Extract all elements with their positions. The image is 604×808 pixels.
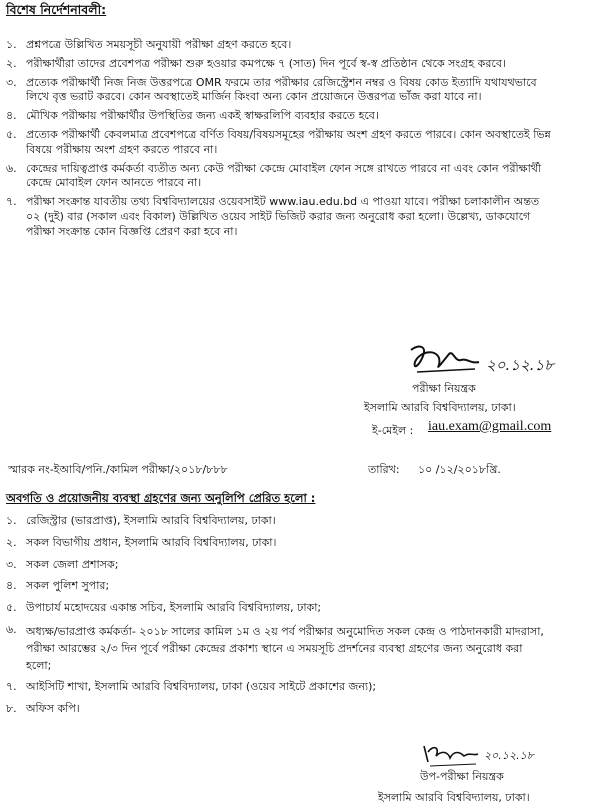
item-number: ৪. (6, 579, 17, 593)
list-item (6, 702, 602, 717)
item-line: পরীক্ষা সংক্রান্ত যাবতীয় তথ্য বিশ্ববিদ্যালয়ের ওয়েবসাইট www.iau.edu.bd এ পাওয়া যাবে। পরীক্ষা চলাকালীন অন্তত (26, 195, 540, 209)
item-number: ২. (6, 535, 17, 549)
item-line: উপাচার্য মহোদয়ের একান্ত সচিব, ইসলামি আরবি বিশ্ববিদ্যালয়, ঢাকা; (26, 601, 322, 615)
item-line: রেজিস্ট্রার (ভারপ্রাপ্ত), ইসলামি আরবি বিশ্ববিদ্যালয়, ঢাকা। (26, 514, 276, 527)
list-item (6, 514, 602, 529)
item-number: ৮. (6, 701, 17, 715)
item-line: সকল জেলা প্রশাসক; (26, 557, 119, 571)
item-number: ১. (6, 514, 17, 527)
email-address: iau.exam@gmail.com (428, 419, 552, 434)
controller-title: পরীক্ষা নিয়ন্ত্রক (412, 382, 476, 395)
item-number: ২. (6, 56, 17, 70)
controller-signature-date: ২০.১২.১৮ (486, 356, 554, 374)
list-item (6, 57, 602, 72)
item-line: প্রশ্নপত্রে উল্লিখিত সময়সূচী অনুযায়ী পরীক্ষা গ্রহণ করতে হবে। (26, 38, 292, 51)
item-line: প্রত্যেক পরীক্ষার্থী নিজ নিজ উত্তরপত্রে OMR ফরমে তার পরীক্ষার রেজিস্ট্রেশন নম্বর ও বিষয় কোড ইত্যাদি যথাযথভাবে (26, 75, 537, 89)
list-item (6, 109, 602, 124)
list-item (6, 579, 602, 594)
memo-date-label: তারিখ: (368, 463, 400, 476)
copies-heading: অবগতি ও প্রয়োজনীয় ব্যবস্থা গ্রহণের জন্য অনুলিপি প্রেরিত হলো : (6, 491, 316, 505)
list-item (6, 623, 602, 674)
email-label: ই-মেইল : (372, 424, 414, 437)
deputy-controller-organization: ইসলামি আরবি বিশ্ববিদ্যালয়, ঢাকা। (378, 791, 530, 804)
list-item (6, 76, 602, 106)
item-number: ৬. (6, 622, 17, 636)
item-line: ০২ (দুই) বার (সকাল এবং বিকাল) উল্লিখিত ওয়েব সাইট ভিজিট করার জন্য অনুরোধ করা হলো। উল্লেখ্য, ডাকযোগে (26, 209, 531, 223)
item-line: বিষয়ে পরীক্ষায় অংশ গ্রহণ করতে পারবে না। (26, 142, 218, 156)
item-number: ৫. (6, 127, 17, 141)
item-line: কেন্দ্রের দায়িত্বপ্রাপ্ত কর্মকর্তা ব্যতীত অন্য কেউ পরীক্ষা কেন্দ্রে মোবাইল ফোন সঙ্গে রাখতে পারবে না এবং কোন পরীক্ষার্থী (26, 161, 542, 175)
item-line: আইসিটি শাখা, ইসলামি আরবি বিশ্ববিদ্যালয়, ঢাকা (ওয়েব সাইটে প্রকাশের জন্য); (26, 679, 377, 693)
item-number: ৪. (6, 109, 17, 123)
item-line: পরীক্ষার্থীরা তাদের প্রবেশপত্র পরীক্ষা শুরু হওয়ার কমপক্ষে ৭ (সাত) দিন পূর্বে স্ব-স্ব প্রতিষ্ঠান থেকে সংগ্রহ করবে। (26, 56, 506, 70)
item-line: মৌখিক পরীক্ষায় পরীক্ষার্থীর উপস্থিতির জন্য একই স্বাক্ষরলিপি ব্যবহার করতে হবে। (26, 109, 379, 123)
item-line: প্রত্যেক পরীক্ষার্থী কেবলমাত্র প্রবেশপত্রে বর্ণিত বিষয়/বিষয়সমূহের পরীক্ষায় অংশ গ্রহণ করতে পারবে। কোন অবস্থাতেই ভিন্ন (26, 127, 551, 141)
item-line: হলো; (26, 658, 52, 672)
item-line: পরীক্ষা সংক্রান্ত কোন বিজ্ঞপ্তি প্রেরণ করা হবে না। (26, 224, 238, 238)
item-line: সকল পুলিশ সুপার; (26, 579, 110, 593)
item-number: ৭. (6, 195, 17, 209)
list-item (6, 558, 602, 573)
item-number: ১. (6, 38, 17, 51)
list-item (6, 128, 602, 158)
copies-list (6, 514, 602, 717)
item-number: ৩. (6, 557, 17, 571)
item-number: ৬. (6, 161, 17, 175)
item-number: ৭. (6, 679, 17, 693)
deputy-signature-date: ২০.১২.১৮ (484, 749, 534, 762)
item-line: কেন্দ্রে মোবাইল ফোন আনতে পারবে না। (26, 176, 202, 190)
item-line: লিখে বৃত্ত ভরাট করবে। কোন অবস্থাতেই মার্জিন কিংবা অন্য কোন প্রয়োজনে উত্তরপত্র ভাঁজ করা যাবে না। (26, 90, 482, 104)
list-item (6, 680, 602, 695)
controller-signature (405, 342, 485, 378)
deputy-controller-signature (420, 740, 482, 770)
item-line: অধ্যক্ষ/ভারপ্রাপ্ত কর্মকর্তা- ২০১৮ সালের কামিল ১ম ও ২য় পর্ব পরীক্ষার অনুমোদিত সকল কেন্দ্র ও পাঠদানকারী মাদরাসা, (26, 624, 544, 638)
item-line: সকল বিভাগীয় প্রধান, ইসলামি আরবি বিশ্ববিদ্যালয়, ঢাকা। (26, 535, 277, 549)
instructions-list (6, 38, 602, 240)
item-line: অফিস কপি। (26, 701, 80, 715)
list-item (6, 601, 602, 616)
memo-date: ১০ /১২/২০১৮খ্রি. (418, 463, 501, 476)
item-number: ৫. (6, 601, 17, 615)
memo-reference: স্মারক নং-ইআবি/পনি./কামিল পরীক্ষা/২০১৮/৮৮৮ (8, 463, 228, 476)
list-item (6, 536, 602, 551)
instructions-heading: বিশেষ নির্দেশনাবলী: (6, 2, 107, 17)
item-line: পরীক্ষা আরম্ভের ২/৩ দিন পূর্বে পরীক্ষা কেন্দ্রের প্রকাশ্য স্থানে এ সময়সূচি প্রদর্শনের ব্যবস্থা গ্রহণের জন্য অনুরোধ করা (26, 641, 523, 655)
list-item (6, 162, 602, 192)
controller-organization: ইসলামি আরবি বিশ্ববিদ্যালয়, ঢাকা। (364, 401, 516, 414)
list-item (6, 38, 602, 53)
item-number: ৩. (6, 75, 17, 89)
list-item (6, 195, 602, 239)
deputy-controller-title: উপ-পরীক্ষা নিয়ন্ত্রক (420, 770, 504, 783)
